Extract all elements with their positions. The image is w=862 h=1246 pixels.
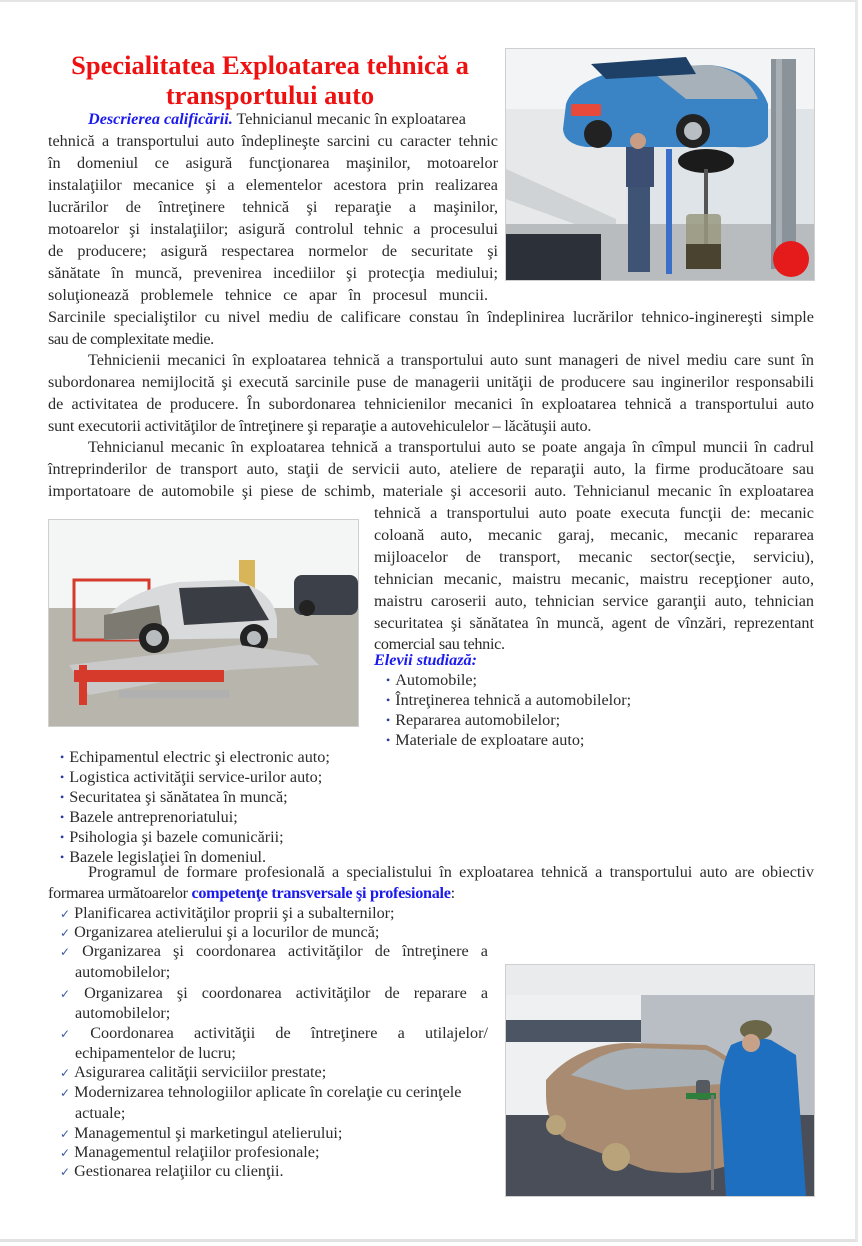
- bullet-icon: •: [60, 750, 65, 764]
- paragraph3-line: tehnician mecanic, maistru mecanic, maistru recepţioner auto,: [374, 570, 814, 588]
- checkmark-icon: ✓: [60, 1086, 71, 1100]
- checkmark-icon: ✓: [60, 1146, 71, 1160]
- competence-item: ✓ Managementul relaţiilor profesionale;: [60, 1143, 320, 1161]
- description-line: sănătate în muncă, prevenirea incediilor şi protecţia mediului;: [48, 264, 498, 282]
- photo-car-body-repair: [48, 519, 359, 727]
- checkmark-icon: ✓: [60, 1066, 71, 1080]
- paragraph3-line: întreprinderilor de transport auto, staţii de servicii auto, ateliere de reparaţii auto, la firme producătoare sau: [48, 460, 814, 478]
- description-label: Descrierea calificării.: [88, 110, 233, 128]
- study-item: • Bazele legislaţiei în domeniul.: [60, 848, 267, 866]
- bullet-icon: •: [60, 790, 65, 804]
- program-line-2: formarea următoarelor competenţe transversale şi profesionale:: [48, 884, 455, 902]
- description-line: soluţionează problemele tehnice ce apar în procesul muncii.: [48, 286, 488, 304]
- competences-highlight: competenţe transversale şi profesionale: [191, 884, 451, 902]
- paragraph3-line: mijloacelor de transport, mecanic sector(secţie, serviciu),: [374, 548, 814, 566]
- paragraph2-line: Tehnicienii mecanici în exploatarea tehnică a transportului auto sunt manageri de nivel mediu care sunt în: [88, 351, 814, 369]
- paragraph2-line: sunt executorii activităţilor de întreţinere şi reparaţie a autovehiculelor – lăcătuşii auto.: [48, 417, 592, 435]
- checkmark-icon: ✓: [60, 1127, 71, 1141]
- photo-car-on-lift: [505, 48, 815, 281]
- description-line: tehnică a transportului auto îndeplineşte sarcini cu caracter tehnic: [48, 132, 498, 150]
- bullet-icon: •: [386, 673, 391, 687]
- description-line: în domeniul ce asigură funcţionarea maşinilor, motoarelor: [48, 154, 498, 172]
- paragraph3-line: tehnică a transportului auto poate executa funcţii de: mecanic: [374, 504, 814, 522]
- page-title-line-1: Specialitatea Exploatarea tehnică a: [71, 50, 469, 80]
- checkmark-icon: ✓: [60, 907, 71, 921]
- bullet-icon: •: [386, 713, 391, 727]
- paragraph3-line: coloană auto, mecanic garaj, mecanic, mecanic repararea: [374, 526, 814, 544]
- paragraph3-line: comercial sau tehnic.: [374, 635, 505, 653]
- competence-item: ✓ Organizarea atelierului şi a locurilor de muncă;: [60, 923, 380, 941]
- paragraph2-line: subordonarea nemijlocită şi execută sarcinile puse de managerii unităţii de producere sau inginerilor responsabili: [48, 373, 814, 391]
- competence-item: ✓ Planificarea activităţilor proprii şi a subalternilor;: [60, 904, 395, 922]
- competence-item: ✓ Organizarea şi coordonarea activităţilor de reparare a: [60, 984, 488, 1002]
- studies-heading: Elevii studiază:: [374, 651, 477, 669]
- competence-item-continuation: actuale;: [75, 1104, 126, 1122]
- description-line: instalaţiilor mecanice şi a elementelor acestora prin realizarea: [48, 176, 498, 194]
- competence-item: ✓ Organizarea şi coordonarea activităţilor de întreţinere a: [60, 942, 488, 960]
- bullet-icon: •: [60, 810, 65, 824]
- study-item: • Echipamentul electric şi electronic auto;: [60, 748, 330, 766]
- description-line: Sarcinile specialiştilor cu nivel mediu de calificare constau în îndeplinirea lucrărilor tehnico-inginereşti simple: [48, 308, 814, 326]
- competence-item: ✓ Modernizarea tehnologiilor aplicate în corelaţie cu cerinţele: [60, 1083, 462, 1101]
- paragraph2-line: de activitatea de producere. În subordonarea tehnicienilor mecanici în exploatarea tehnică a transportului auto: [48, 395, 814, 413]
- study-item: • Securitatea şi sănătatea în muncă;: [60, 788, 288, 806]
- checkmark-icon: ✓: [60, 945, 79, 959]
- study-item: • Materiale de exploatare auto;: [386, 731, 585, 749]
- bullet-icon: •: [60, 830, 65, 844]
- description-line: motoarelor şi instalaţiilor; asigură controlul tehnic a procesului: [48, 220, 498, 238]
- competence-item-continuation: automobilelor;: [75, 963, 171, 981]
- description-first-line: Descrierea calificării. Tehnicianul mecanic în exploatarea: [88, 110, 466, 128]
- bullet-icon: •: [60, 850, 65, 864]
- paragraph3-line: securitatea şi sănătatea în muncă, agent de vînzări, reprezentant: [374, 614, 814, 632]
- description-line: lucrărilor de întreţinere tehnică şi reparaţie a maşinilor,: [48, 198, 498, 216]
- bullet-icon: •: [386, 733, 391, 747]
- paragraph3-line: Tehnicianul mecanic în exploatarea tehnică a transportului auto se poate angaja în cîmpul muncii în cadrul: [88, 438, 814, 456]
- competence-item-continuation: automobilelor;: [75, 1004, 171, 1022]
- competence-item: ✓ Coordonarea activităţii de întreţinere a utilajelor/: [60, 1024, 488, 1042]
- competence-item-continuation: echipamentelor de lucru;: [75, 1044, 236, 1062]
- paragraph3-line: importatoare de automobile şi piese de schimb, materiale şi accesorii auto. Tehnicianul mecanic în exploatarea: [48, 482, 814, 500]
- competence-item: ✓ Asigurarea calităţii serviciilor prestate;: [60, 1063, 327, 1081]
- paragraph3-line: maistru caroserii auto, tehnician service garanţii auto, tehnician: [374, 592, 814, 610]
- study-item: • Logistica activităţii service-urilor auto;: [60, 768, 323, 786]
- checkmark-icon: ✓: [60, 1027, 87, 1041]
- bullet-icon: •: [60, 770, 65, 784]
- checkmark-icon: ✓: [60, 987, 81, 1001]
- page-title-line-2: transportului auto: [165, 80, 375, 110]
- study-item: • Automobile;: [386, 671, 478, 689]
- checkmark-icon: ✓: [60, 926, 71, 940]
- program-line-1: Programul de formare profesională a specialistului în exploatarea tehnică a transportului auto are obiectiv: [88, 863, 814, 881]
- description-line: sau de complexitate medie.: [48, 330, 214, 348]
- bullet-icon: •: [386, 693, 391, 707]
- competence-item: ✓ Gestionarea relaţiilor cu clienţii.: [60, 1162, 284, 1180]
- study-item: • Bazele antreprenoriatului;: [60, 808, 238, 826]
- photo-paint-booth: [505, 964, 815, 1197]
- competence-item: ✓ Managementul şi marketingul atelierului;: [60, 1124, 343, 1142]
- checkmark-icon: ✓: [60, 1165, 71, 1179]
- study-item: • Psihologia şi bazele comunicării;: [60, 828, 284, 846]
- study-item: • Repararea automobilelor;: [386, 711, 561, 729]
- description-line: de producere; asigură respectarea normelor de securitate şi: [48, 242, 498, 260]
- study-item: • Întreţinerea tehnică a automobilelor;: [386, 691, 632, 709]
